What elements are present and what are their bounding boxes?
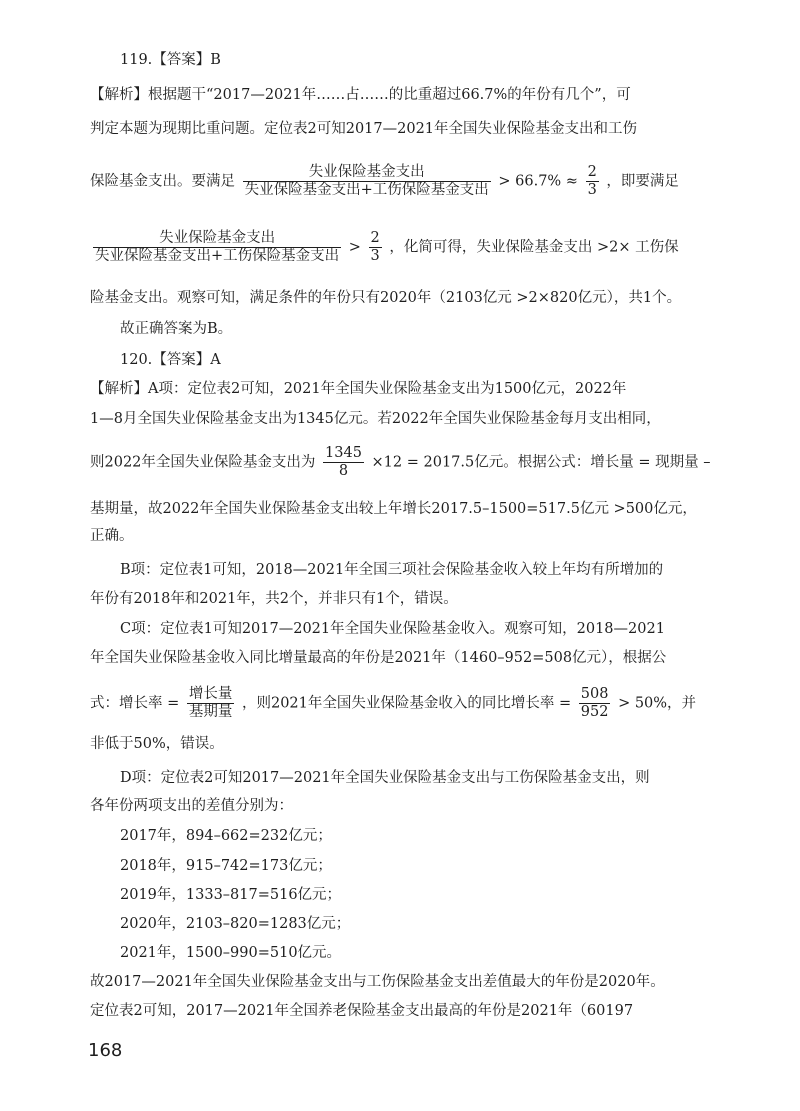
text-line: 【解析】根据题干“2017—2021年……占……的比重超过66.7%的年份有几个”，可 [90, 87, 631, 103]
list-item: 2018年，915–742=173亿元； [120, 858, 332, 874]
numerator: 2 [587, 164, 597, 180]
text: 则2022年全国失业保险基金支出为 [90, 454, 316, 471]
text: 保险基金支出。要满足 [90, 173, 235, 190]
text-line: 故正确答案为B。 [120, 321, 233, 337]
text-line: 【解析】A项：定位表2可知，2021年全国失业保险基金支出为1500亿元，2022年 [90, 381, 627, 397]
text: ，化简可得，失业保险基金支出 >2× 工伤保 [389, 239, 679, 256]
text-line: 故2017—2021年全国失业保险基金支出与工伤保险基金支出差值最大的年份是2020年。 [90, 974, 665, 990]
formula-line [90, 164, 720, 199]
formula-line [90, 445, 720, 480]
numerator: 失业保险基金支出 [93, 230, 341, 248]
fraction [579, 686, 611, 721]
page-number: 168 [88, 1040, 123, 1061]
text-line: 正确。 [90, 528, 134, 544]
text: > 50%，并 [618, 695, 697, 712]
denominator: 3 [370, 248, 380, 264]
fraction [187, 686, 235, 721]
denominator: 失业保险基金支出+工伤保险基金支出 [244, 182, 489, 198]
formula-line [90, 686, 720, 721]
text-line: 1—8月全国失业保险基金支出为1345亿元。若2022年全国失业保险基金每月支出相同， [90, 411, 661, 427]
list-item: 2021年，1500–990=510亿元。 [120, 945, 342, 961]
text: 式：增长率 = [90, 695, 180, 712]
list-item: 2017年，894–662=232亿元； [120, 828, 332, 844]
fraction [369, 230, 382, 265]
text-line: 非低于50%，错误。 [90, 736, 224, 752]
text-line: 年份有2018年和2021年，共2个，并非只有1个，错误。 [90, 591, 458, 607]
numerator: 增长量 [188, 686, 233, 702]
fraction [323, 445, 364, 480]
text-line: C项：定位表1可知2017—2021年全国失业保险基金收入。观察可知，2018—2021 [120, 621, 665, 637]
text-line: 各年份两项支出的差值分别为： [90, 798, 293, 814]
answer-120: 120.【答案】A [120, 352, 221, 368]
text-line: 定位表2可知，2017—2021年全国养老保险基金支出最高的年份是2021年（60197 [90, 1003, 634, 1019]
numerator: 508 [580, 686, 609, 702]
fraction [586, 164, 599, 199]
list-item: 2019年，1333–817=516亿元； [120, 887, 342, 903]
text-line: B项：定位表1可知，2018—2021年全国三项社会保险基金收入较上年均有所增加的 [120, 562, 664, 578]
list-item: 2020年，2103–820=1283亿元； [120, 916, 351, 932]
denominator: 952 [580, 704, 609, 720]
denominator: 3 [587, 182, 597, 198]
text: ，即要满足 [606, 173, 679, 190]
text: > 66.7% ≈ [498, 173, 578, 190]
fraction [93, 230, 341, 265]
numerator: 2 [370, 230, 380, 246]
answer-119: 119.【答案】B [120, 52, 221, 68]
text: > [348, 239, 361, 256]
denominator: 失业保险基金支出+工伤保险基金支出 [95, 248, 340, 264]
formula-line [90, 230, 720, 265]
text-line: 年全国失业保险基金收入同比增量最高的年份是2021年（1460–952=508亿元），根据公 [90, 650, 667, 666]
text: ×12 = 2017.5亿元。根据公式：增长量 = 现期量 – [371, 454, 711, 471]
text-line: D项：定位表2可知2017—2021年全国失业保险基金支出与工伤保险基金支出，则 [120, 770, 650, 786]
text-line: 基期量，故2022年全国失业保险基金支出较上年增长2017.5–1500=517.5亿元 >500亿元， [90, 501, 697, 517]
numerator: 失业保险基金支出 [243, 164, 491, 182]
text-line: 险基金支出。观察可知，满足条件的年份只有2020年（2103亿元 >2×820亿元），共1个。 [90, 290, 682, 306]
text: ，则2021年全国失业保险基金收入的同比增长率 = [241, 695, 572, 712]
denominator: 8 [338, 463, 349, 479]
numerator: 1345 [325, 445, 362, 461]
denominator: 基期量 [188, 704, 233, 720]
fraction [243, 164, 491, 199]
text-line: 判定本题为现期比重问题。定位表2可知2017—2021年全国失业保险基金支出和工伤 [90, 121, 638, 137]
